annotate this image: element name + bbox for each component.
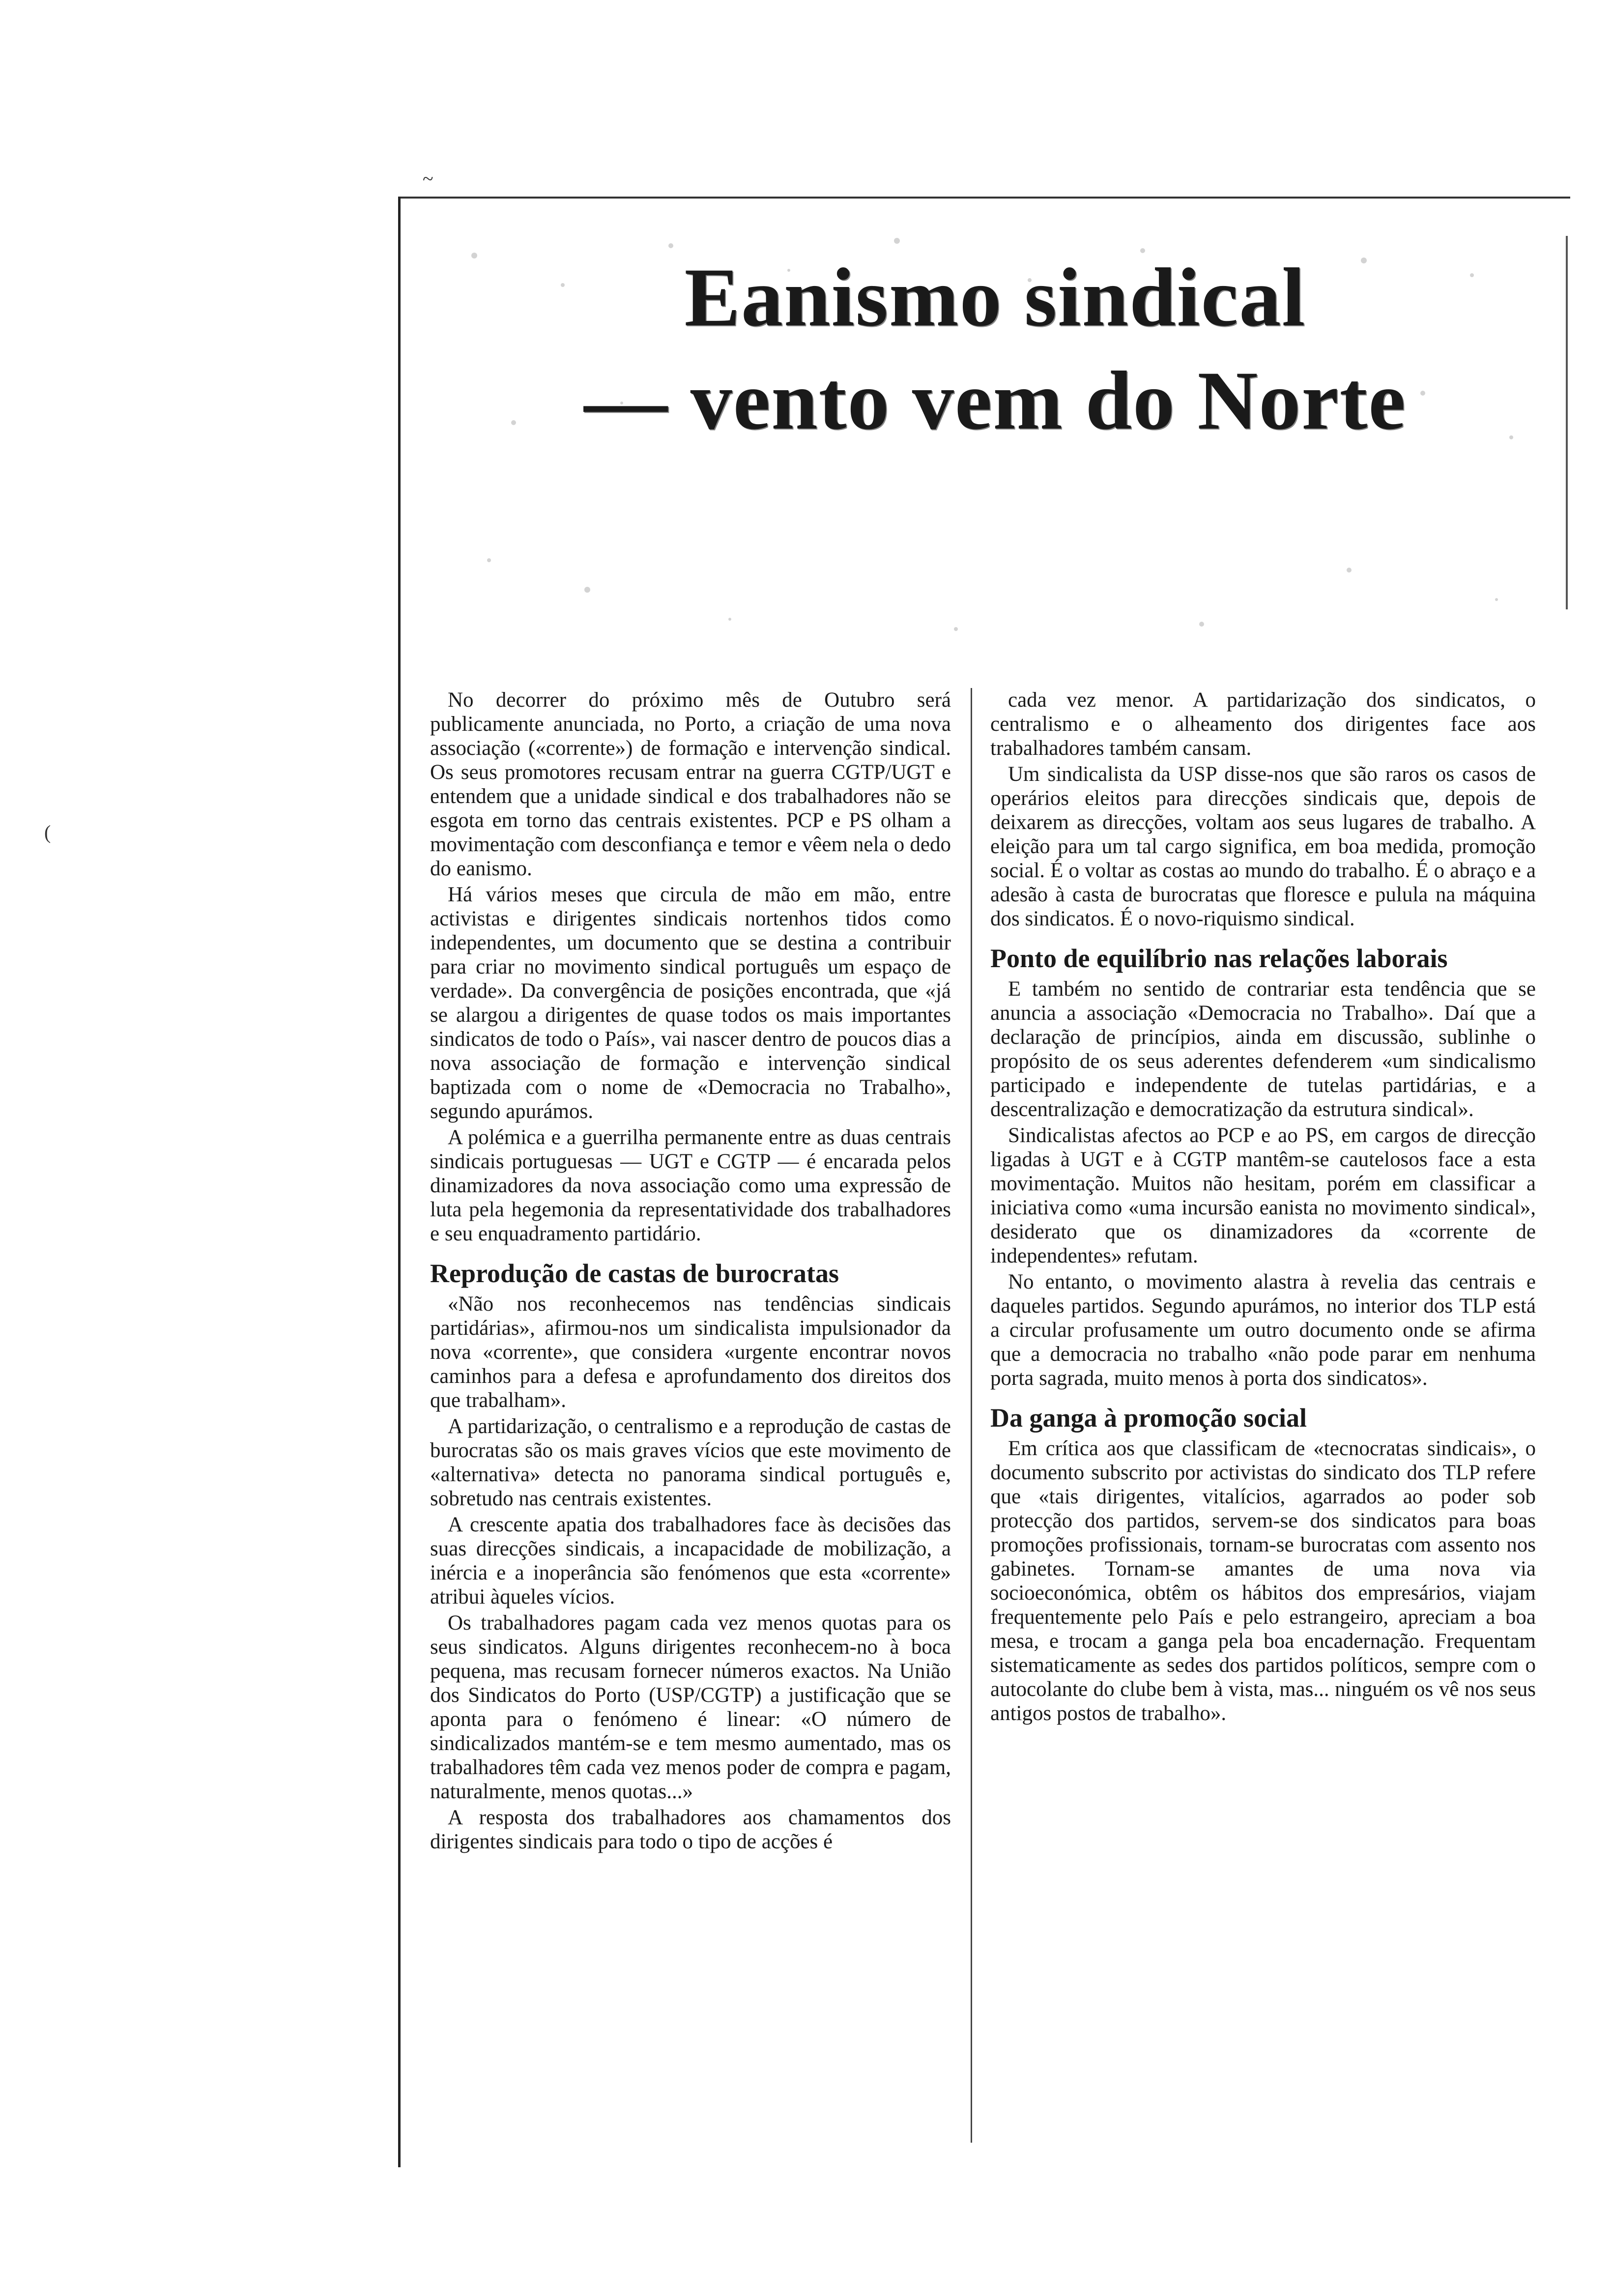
right-paragraph-3: E também no sentido de contrariar esta tendência que se anuncia a associação «Democracia no Trabalho». Daí que a declaração de princípios, ainda em discussão, sublinhe o propósito de os seus aderentes defenderem «um sindicalismo participado e independente de tutelas partidárias, e a descentralização e democratização da estrutura sindical».: [990, 977, 1536, 1121]
stray-mark-top: ~: [423, 168, 433, 190]
headline-line-1: Eanismo sindical: [684, 251, 1306, 344]
left-paragraph-5: A partidarização, o centralismo e a reprodução de castas de burocratas são os mais graves vícios que este movimento de «alternativa» detecta no panorama sindical português e, sobretudo nas centrais existentes.: [430, 1415, 951, 1510]
left-paragraph-4: «Não nos reconhecemos nas tendências sindicais partidárias», afirmou-nos um sindicalista impulsionador da nova «corrente», que considera «urgente encontrar novos caminhos para a defesa e aprofundamento dos direitos dos que trabalham».: [430, 1292, 951, 1412]
right-border-rule: [1566, 236, 1568, 609]
left-paragraph-8: A resposta dos trabalhadores aos chamamentos dos dirigentes sindicais para todo o tipo de acções é: [430, 1806, 951, 1853]
right-paragraph-2: Um sindicalista da USP disse-nos que são raros os casos de operários eleitos para direcções sindicais que, depois de deixarem as direcções, voltam aos seus lugares de trabalho. A eleição para um tal cargo significa, em boa medida, promoção social. É o voltar as costas ao mundo do trabalho. É o abraço e a adesão à casta de burocratas que floresce e pulula na máquina dos sindicatos. É o novo-riquismo sindical.: [990, 763, 1536, 930]
right-paragraph-6: Em crítica aos que classificam de «tecnocratas sindicais», o documento subscrito por activistas do sindicato dos TLP refere que «tais dirigentes, vitalícios, agarrados ao poder sob protecção dos partidos, servem-se dos sindicatos para boas promoções profissionais, tornam-se burocratas com assento nos gabinetes. Tornam-se amantes de uma nova via socioeconómica, obtêm os hábitos dos empresários, viajam frequentemente pelo País e pelo estrangeiro, apreciam a boa mesa, e trocam a ganga pela boa encadernação. Frequentam sistematicamente as sedes dos partidos políticos, sempre com o autocolante do clube bem à vista, mas... ninguém os vê nos seus antigos postos de trabalho».: [990, 1437, 1536, 1725]
column-divider: [971, 688, 972, 2143]
headline-line-2: — vento vem do Norte: [584, 354, 1407, 447]
right-paragraph-5: No entanto, o movimento alastra à revelia das centrais e daqueles partidos. Segundo apurámos, no interior dos TLP está a circular profusamente um outro documento onde se afirma que a democracia no trabalho «não pode parar em nenhuma porta sagrada, muito menos à porta dos sindicatos».: [990, 1270, 1536, 1390]
right-column: [990, 688, 1536, 1727]
left-paragraph-3: A polémica e a guerrilha permanente entre as duas centrais sindicais portuguesas — UGT e CGTP — é encarada pelos dinamizadores da nova associação como uma expressão de luta pela hegemonia da representatividade dos trabalhadores e seu enquadramento partidário.: [430, 1126, 951, 1245]
subheading-da-ganga: Da ganga à promoção social: [990, 1403, 1307, 1433]
newspaper-clipping: [398, 197, 1568, 2167]
subheading-reproducao: Reprodução de castas de burocratas: [430, 1259, 839, 1288]
top-border-rule: [401, 197, 1570, 199]
left-paragraph-7: Os trabalhadores pagam cada vez menos quotas para os seus sindicatos. Alguns dirigentes reconhecem-no à boca pequena, mas recusam fornecer números exactos. Na União dos Sindicatos do Porto (USP/CGTP) a justificação que se aponta para o fenómeno é linear: «O número de sindicalizados mantém-se e tem mesmo aumentado, mas os trabalhadores têm cada vez menos poder de compra e pagam, naturalmente, menos quotas...»: [430, 1611, 951, 1803]
left-paragraph-1: No decorrer do próximo mês de Outubro será publicamente anunciada, no Porto, a criação de uma nova associação («corrente») de formação e intervenção sindical. Os seus promotores recusam entrar na guerra CGTP/UGT e entendem que a unidade sindical e dos trabalhadores não se esgota em torno das centrais existentes. PCP e PS olham a movimentação com desconfiança e temor e vêem nela o dedo do eanismo.: [430, 689, 951, 880]
stray-mark-left: (: [44, 821, 51, 843]
right-paragraph-4: Sindicalistas afectos ao PCP e ao PS, em cargos de direcção ligadas à UGT e à CGTP mantêm-se cautelosos face a esta movimentação. Muitos não hesitam, porém em classificar a iniciativa como «uma incursão eanista no movimento sindical», desiderato que os dinamizadores da «corrente de independentes» refutam.: [990, 1124, 1536, 1267]
subheading-ponto-equilibrio: Ponto de equilíbrio nas relações laborais: [990, 944, 1448, 973]
right-paragraph-1: cada vez menor. A partidarização dos sindicatos, o centralismo e o alheamento dos dirigentes face aos trabalhadores também cansam.: [990, 689, 1536, 760]
left-column: [430, 688, 951, 1856]
headline: [430, 246, 1560, 452]
left-paragraph-2: Há vários meses que circula de mão em mão, entre activistas e dirigentes sindicais nortenhos tidos como independentes, um documento que se destina a contribuir para criar no movimento sindical português um espaço de verdade». Da convergência de posições encontrada, que «já se alargou a dirigentes de quase todos os mais importantes sindicatos de todo o País», vai nascer dentro de poucos dias a nova associação de formação e intervenção sindical baptizada com o nome de «Democracia no Trabalho», segundo apurámos.: [430, 883, 951, 1123]
left-paragraph-6: A crescente apatia dos trabalhadores face às decisões das suas direcções sindicais, a incapacidade de mobilização, a inércia e a inoperância são fenómenos que esta «corrente» atribui àqueles vícios.: [430, 1513, 951, 1608]
